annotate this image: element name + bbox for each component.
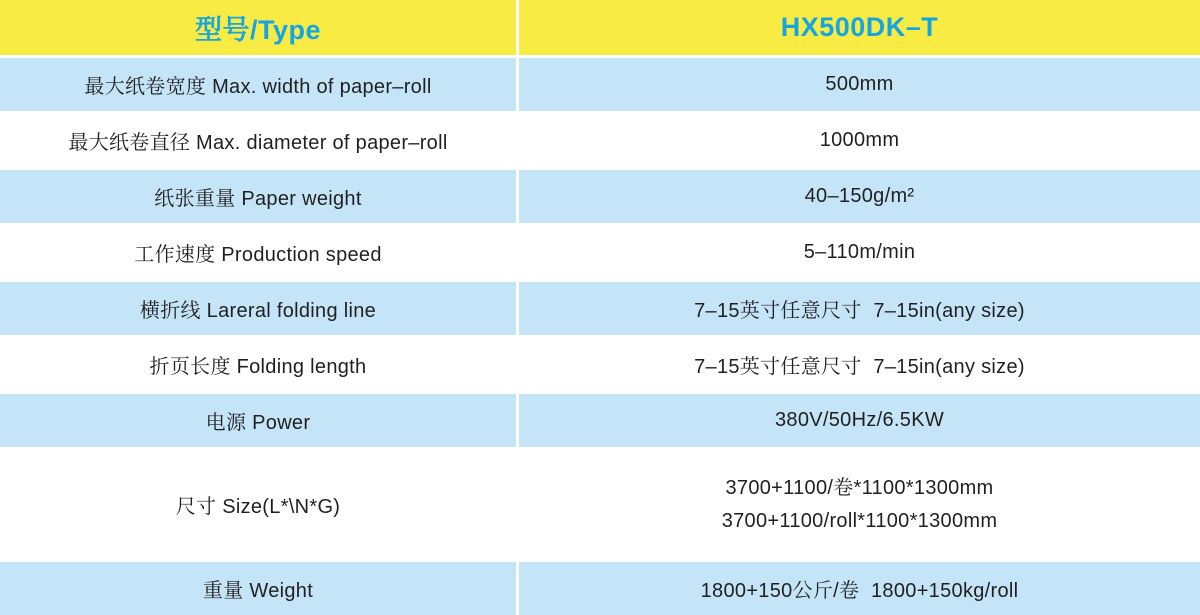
spec-value: 1000mm xyxy=(819,129,900,151)
spec-value: 7–15英寸任意尺寸 7–15in(any size) xyxy=(694,356,1025,378)
spec-value: 5–110m/min xyxy=(803,241,916,263)
spec-value: 7–15英寸任意尺寸 7–15in(any size) xyxy=(694,300,1025,322)
table-row-max-diameter xyxy=(0,111,1200,167)
spec-label: 纸张重量 Paper weight xyxy=(0,170,519,223)
spec-label: 尺寸 Size(L*\N*G) xyxy=(0,450,519,559)
spec-label: 横折线 Lareral folding line xyxy=(0,282,519,335)
spec-label: 最大纸卷直径 Max. diameter of paper–roll xyxy=(0,114,519,167)
spec-value: 40–150g/m² xyxy=(804,185,915,207)
table-row-size xyxy=(0,447,1200,559)
table-row-folding-length xyxy=(0,335,1200,391)
table-row-production-speed xyxy=(0,223,1200,279)
header-model-cell: HX500DK–T xyxy=(780,12,939,42)
spec-label: 折页长度 Folding length xyxy=(0,338,519,391)
header-row xyxy=(0,0,1200,55)
spec-label: 重量 Weight xyxy=(0,562,519,615)
spec-label: 电源 Power xyxy=(0,394,519,447)
table-row-power xyxy=(0,391,1200,447)
size-value-line-1: 3700+1100/卷*1100*1300mm xyxy=(725,476,994,499)
table-row-weight xyxy=(0,559,1200,615)
table-row-max-width xyxy=(0,55,1200,111)
table-row-paper-weight xyxy=(0,167,1200,223)
spec-value: 1800+150公斤/卷 1800+150kg/roll xyxy=(700,580,1019,602)
header-type-cell: 型号/Type xyxy=(0,0,519,55)
spec-value xyxy=(519,450,1200,559)
size-value-line-2: 3700+1100/roll*1100*1300mm xyxy=(721,509,998,532)
spec-value: 380V/50Hz/6.5KW xyxy=(774,409,945,431)
table-row-lateral-folding-line xyxy=(0,279,1200,335)
spec-label: 工作速度 Production speed xyxy=(0,226,519,279)
spec-label: 最大纸卷宽度 Max. width of paper–roll xyxy=(0,58,519,111)
spec-value: 500mm xyxy=(825,73,894,95)
